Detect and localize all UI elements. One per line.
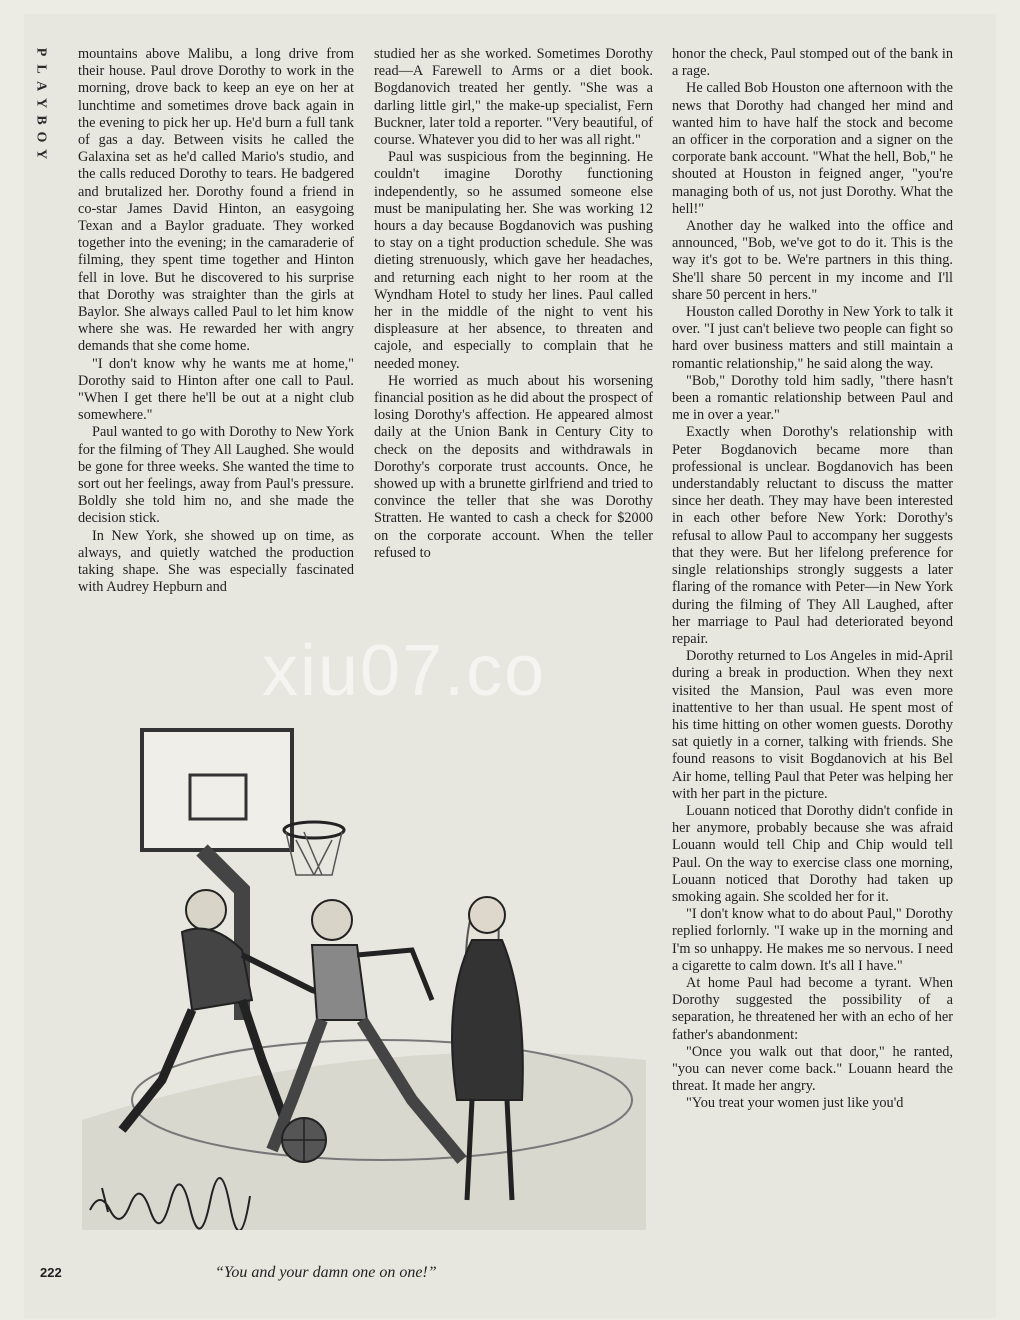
player-left-head (186, 890, 226, 930)
woman-dress (452, 940, 523, 1100)
basketball-cartoon (82, 700, 646, 1230)
paragraph: Paul wanted to go with Dorothy to New York for the filming of They All Laughed. She would be gone for three weeks. She wanted the time to sort out her feelings, away from Paul's pressure. Boldly she told him no, and she made the decision stick. (78, 424, 354, 527)
watermark: xiu07.co (262, 631, 547, 711)
paragraph: Houston called Dorothy in New York to talk it over. "I just can't believe two people can fight so hard over business matters and still maintain a romantic relationship," he said along the way. (672, 304, 953, 372)
page-number: 222 (40, 1265, 62, 1280)
paragraph: studied her as she worked. Sometimes Dorothy read—A Farewell to Arms or a diet book. Bogdanovich treated her gently. "She was a darling little girl," the make-up specialist, Fern Buckner, later told a reporter. "Very beautiful, of course. Whatever you did to her was all right." (374, 46, 653, 149)
cartoon-caption: “You and your damn one on one!” (215, 1264, 437, 1281)
paragraph: "You treat your women just like you'd (686, 1095, 904, 1112)
paragraph: "Bob," Dorothy told him sadly, "there hasn't been a romantic relationship between Paul and me in over a year." (672, 372, 953, 424)
player-right-arm (357, 950, 432, 1000)
paragraph: "I don't know why he wants me at home," Dorothy said to Hinton after one call to Paul. "When I get there he'll be out at a night club somewhere." (78, 355, 354, 424)
paragraph: mountains above Malibu, a long drive from their house. Paul drove Dorothy to work in the morning, drove back to keep an eye on her at lunchtime and sometimes drove back again in the evening to pick her up. He'd burn a full tank of gas a day. Between visits he called the Galaxina set as he'd called Mario's studio, and the calls reduced Dorothy to tears. He badgered and brutalized her. Dorothy found a friend in co-star James David Hinton, an easygoing Texan and a Baylor graduate. They worked together into the evening; in the camaraderie of filming, they spent time together and Hinton fell in love. But he discovered to his surprise that Dorothy was straighter than the girls at Baylor. She always called Paul to let him know where she was. He rewarded her with angry demands that she come home. (78, 46, 354, 355)
paragraph: He called Bob Houston one afternoon with the news that Dorothy had changed her mind and wanted him to have half the stock and become an officer in the corporation and a signer on the corporate bank account. "What the hell, Bob," he shouted at Houston in feigned anger, "you're managing both of us, not just Dorothy. What the hell!" (672, 80, 953, 217)
article-column-3 (672, 46, 953, 1113)
magazine-name-vertical: P L A Y B O Y (33, 47, 49, 161)
paragraph: Exactly when Dorothy's relationship with Peter Bogdanovich became more than professional is unclear. Bogdanovich has been understandably reluctant to discuss the matter since her death. They may have been interested in each other before New York: Dorothy's refusal to allow Paul to accompany her suggests that they were. But her lifelong preference for single relationships strongly suggests a later flaring of the romance with Peter—in New York during the filming of They All Laughed, after her marriage to Paul had deteriorated beyond repair. (672, 424, 953, 647)
paragraph: "I don't know what to do about Paul," Dorothy replied forlornly. "I wake up in the morning and I'm so unhappy. He makes me so nervous. I need a cigarette to calm down. It's all I have." (672, 906, 953, 974)
paragraph: honor the check, Paul stomped out of the bank in a rage. (672, 46, 953, 80)
article-column-2 (374, 46, 653, 562)
woman-head (469, 897, 505, 933)
backboard (142, 730, 292, 850)
player-right-head (312, 900, 352, 940)
paragraph: Another day he walked into the office and announced, "Bob, we've got to do it. This is the way it's got to be. We're partners in this thing. She'll share 50 percent in my income and I'll share 50 percent in hers." (672, 218, 953, 303)
paragraph: Louann noticed that Dorothy didn't confide in her anymore, probably because she was afraid Louann would tell Chip and Chip would tell Paul. On the way to exercise class one morning, Louann noticed that Dorothy had taken up smoking again. She scolded her for it. (672, 802, 953, 905)
article-column-1 (78, 46, 354, 597)
paragraph: Paul was suspicious from the beginning. He couldn't imagine Dorothy functioning independently, so he assumed someone else must be manipulating her. She was working 12 hours a day because Bogdanovich was pushing to stay on a tight production schedule. She was dieting strenuously, which gave her headaches, and returning each night to her room at the Wyndham Hotel to study her lines. Paul called her in the middle of the night to vent his displeasure at her absence, to threaten and cajole, and especially to complain that he needed money. (374, 149, 653, 372)
paragraph: In New York, she showed up on time, as always, and quietly watched the production taking shape. She was especially fascinated with Audrey Hepburn and (78, 527, 354, 596)
paragraph: "Once you walk out that door," he ranted, "you can never come back." Louann heard the threat. It made her angry. (672, 1043, 953, 1095)
paragraph: He worried as much about his worsening financial position as he did about the prospect of losing Dorothy's affection. He appeared almost daily at the Union Bank in Century City to check on the deposits and withdrawals in Dorothy's corporate trust accounts. Once, he showed up with a brunette girlfriend and tried to convince the teller that she was Dorothy Stratten. He wanted to cash a check for $2000 on the corporate account. When the teller refused to (374, 372, 653, 561)
paragraph: At home Paul had become a tyrant. When Dorothy suggested the possibility of a separation, he threatened her with an echo of her father's abandonment: (672, 974, 953, 1043)
paragraph: Dorothy returned to Los Angeles in mid-April during a break in production. When they next visited the Mansion, Paul was even more inattentive to her than usual. He spent most of his time hitting on other women guests. Dorothy sat quietly in a corner, talking with friends. She found reasons to visit Bogdanovich at his Bel Air home, telling Paul that Peter was helping her with her part in the picture. (672, 648, 953, 802)
